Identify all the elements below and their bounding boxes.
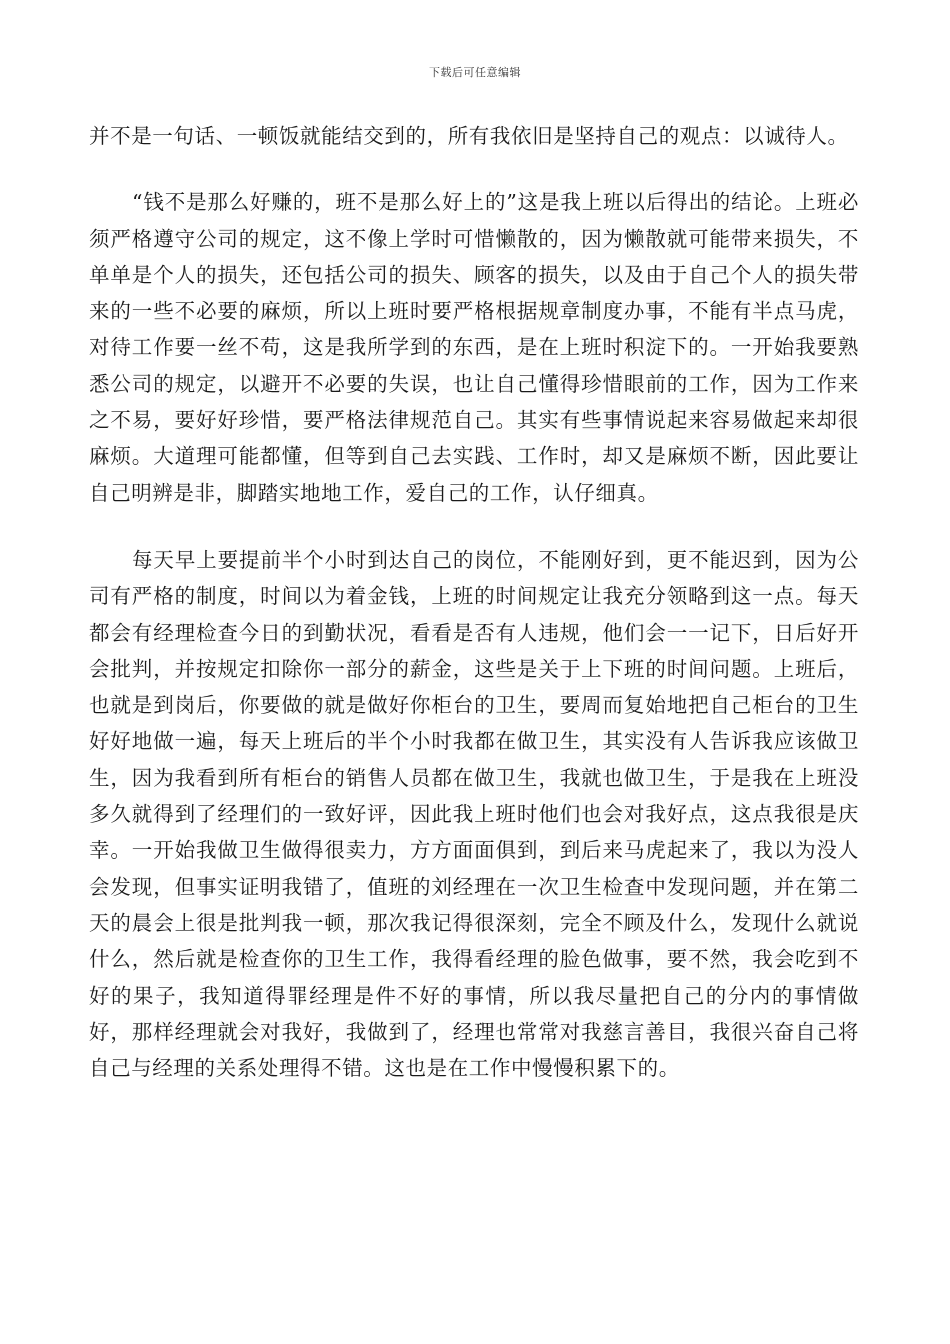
paragraph-continuation: 并不是一句话、一顿饭就能结交到的，所有我依旧是坚持自己的观点：以诚待人。 [89, 124, 849, 148]
paragraph-spacer [89, 511, 859, 542]
paragraph-daily-routine: 每天早上要提前半个小时到达自己的岗位，不能刚好到，更不能迟到，因为公司有严格的制度，时间以为着金钱，上班的时间规定让我充分领略到这一点。每天都会有经理检查今日的到勤状况，看看是否有人违规，他们会一一记下，日后好开会批判，并按规定扣除你一部分的薪金，这些是关于上下班的时间问题。上班后，也就是到岗后，你要做的就是做好你柜台的卫生，要周而复始地把自己柜台的卫生好好地做一遍，每天上班后的半个小时我都在做卫生，其实没有人告诉我应该做卫生，因为我看到所有柜台的销售人员都在做卫生，我就也做卫生，于是我在上班没多久就得到了经理们的一致好评，因此我上班时他们也会对我好点，这点我很是庆幸。一开始我做卫生做得很卖力，方方面面俱到，到后来马虎起来了，我以为没人会发现，但事实证明我错了，值班的刘经理在一次卫生检查中发现问题，并在第二天的晨会上很是批判我一顿，那次我记得很深刻，完全不顾及什么，发现什么就说什么，然后就是检查你的卫生工作，我得看经理的脸色做事，要不然，我会吃到不好的果子，我知道得罪经理是件不好的事情，所以我尽量把自己的分内的事情做好，那样经理就会对我好，我做到了，经理也常常对我慈言善目，我很兴奋自己将自己与经理的关系处理得不错。这也是在工作中慢慢积累下的。 [89, 547, 859, 1081]
page-header: 下载后可任意编辑 [429, 66, 521, 79]
paragraph-work-rules: “钱不是那么好赚的，班不是那么好上的”这是我上班以后得出的结论。上班必须严格遵守公司的规定，这不像上学时可惜懒散的，因为懒散就可能带来损失，不单单是个人的损失，还包括公司的损失、顾客的损失，以及由于自己个人的损失带来的一些不必要的麻烦，所以上班时要严格根据规章制度办事，不能有半点马虎，对待工作要一丝不苟，这是我所学到的东西，是在上班时积淀下的。一开始我要熟悉公司的规定，以避开不必要的失误，也让自己懂得珍惜眼前的工作，因为工作来之不易，要好好珍惜，要严格法律规范自己。其实有些事情说起来容易做起来却很麻烦。大道理可能都懂，但等到自己去实践、工作时，却又是麻烦不断，因此要让自己明辨是非，脚踏实地地工作，爱自己的工作，认仔细真。 [89, 190, 859, 505]
paragraph-spacer [89, 154, 859, 184]
document-body [89, 118, 859, 1086]
